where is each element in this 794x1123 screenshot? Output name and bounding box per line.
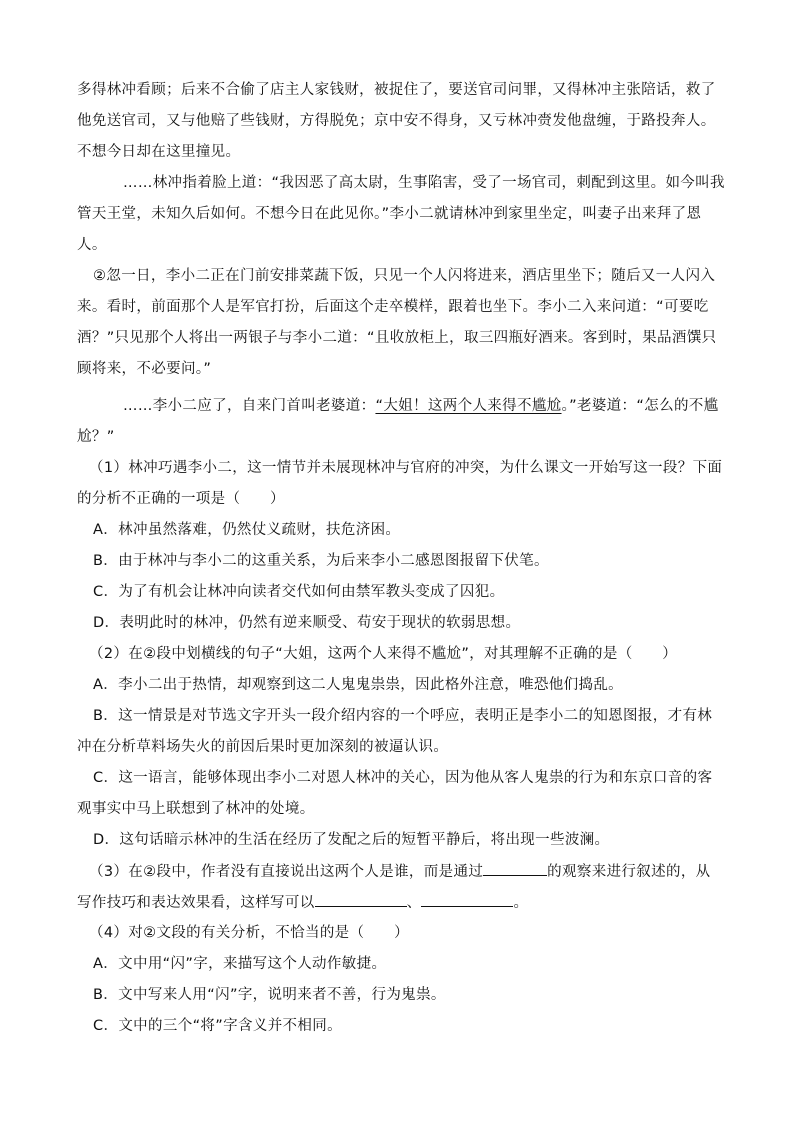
passage-line: 人。	[77, 237, 107, 253]
answer-blank-3[interactable]	[421, 892, 513, 907]
question-1-option-c: C．为了有机会让林冲向读者交代如何由禁军教头变成了囚犯。	[93, 584, 505, 600]
passage-line: 顾将来，不必要问。”	[77, 361, 212, 377]
passage-line	[123, 396, 719, 416]
question-1-option-b: B．由于林冲与李小二的这重关系，为后来李小二感恩图报留下伏笔。	[93, 553, 549, 569]
question-2-option-a: A．李小二出于热情，却观察到这二人鬼鬼祟祟，因此格外注意，唯恐他们捣乱。	[93, 677, 624, 693]
question-1-option-a: A．林冲虽然落难，仍然仗义疏财，扶危济困。	[93, 522, 401, 538]
question-3-text: （3）在②段中，作者没有直接说出这两个人是谁，而是通过	[89, 864, 484, 880]
passage-line: ……林冲指着脸上道：“我因恶了高太尉，生事陷害，受了一场官司，刺配到这里。如今叫我	[123, 175, 725, 191]
question-2-option-d: D．这句话暗示林冲的生活在经历了发配之后的短暂平静后，将出现一些波澜。	[93, 832, 610, 848]
question-3-stem	[89, 861, 711, 882]
answer-blank-2[interactable]	[315, 892, 407, 907]
passage-line: 酒？”只见那个人将出一两银子与李小二道：“且收放柜上，取三四瓶好酒来。客到时，果品酒馔只	[77, 330, 717, 346]
question-3-text: 的观察来进行叙述的，从	[547, 864, 711, 880]
passage-text: 。”老婆道：“怎么的不尴	[561, 398, 719, 414]
passage-line: 不想今日却在这里撞见。	[77, 144, 241, 160]
question-1-stem: （1）林冲巧遇李小二，这一情节并未展现林冲与官府的冲突，为什么课文一开始写这一段？下面	[89, 460, 723, 476]
passage-line: 来。看时，前面那个人是军官打扮，后面这个走卒模样，跟着也坐下。李小二入来问道：“可要吃	[77, 299, 709, 315]
question-1-stem: 的分析不正确的一项是（ ）	[77, 491, 285, 507]
question-3-text: 写作技巧和表达效果看，这样写可以	[77, 895, 315, 911]
question-3-end: 。	[513, 895, 529, 911]
passage-text: ……李小二应了，自来门首叫老婆道：	[123, 398, 376, 414]
question-1-option-d: D．表明此时的林冲，仍然有逆来顺受、苟安于现状的软弱思想。	[93, 615, 521, 631]
passage-line: 多得林冲看顾；后来不合偷了店主人家钱财，被捉住了，要送官司问罪，又得林冲主张陪话，救了	[77, 82, 716, 98]
passage-line: 管天王堂，未知久后如何。不想今日在此见你。”李小二就请林冲到家里坐定，叫妻子出来拜了恩	[77, 206, 702, 222]
question-2-option-c: 观事实中马上联想到了林冲的处境。	[77, 801, 315, 817]
underlined-sentence: “大姐！这两个人来得不尴尬	[375, 398, 562, 414]
question-2-option-b: B．这一情景是对节选文字开头一段介绍内容的一个呼应，表明正是李小二的知恩图报，才有林	[93, 708, 713, 724]
question-2-option-b: 冲在分析草料场失火的前因后果时更加深刻的被逼认识。	[77, 739, 449, 755]
question-4-option-c: C．文中的三个“将”字含义并不相同。	[93, 1018, 342, 1034]
question-2-stem: （2）在②段中划横线的句子“大姐，这两个人来得不尴尬”，对其理解不正确的是（ ）	[89, 646, 678, 662]
question-4-stem: （4）对②文段的有关分析，不恰当的是（ ）	[89, 925, 409, 941]
passage-line: 他免送官司，又与他赔了些钱财，方得脱免；京中安不得身，又亏林冲赍发他盘缠，于路投奔人。	[77, 113, 716, 129]
question-3-stem	[77, 892, 528, 913]
passage-line: ②忽一日，李小二正在门前安排菜蔬下饭，只见一个人闪将进来，酒店里坐下；随后又一人闪入	[93, 268, 716, 284]
question-2-option-c: C．这一语言，能够体现出李小二对恩人林冲的关心，因为他从客人鬼祟的行为和东京口音的客	[93, 770, 713, 786]
question-4-option-a: A．文中用“闪”字，来描写这个人动作敏捷。	[93, 956, 387, 972]
answer-blank-1[interactable]	[483, 861, 547, 876]
question-3-separator: 、	[406, 895, 422, 911]
question-4-option-b: B．文中写来人用“闪”字，说明来者不善，行为鬼祟。	[93, 987, 446, 1003]
passage-line: 尬？”	[77, 429, 115, 445]
